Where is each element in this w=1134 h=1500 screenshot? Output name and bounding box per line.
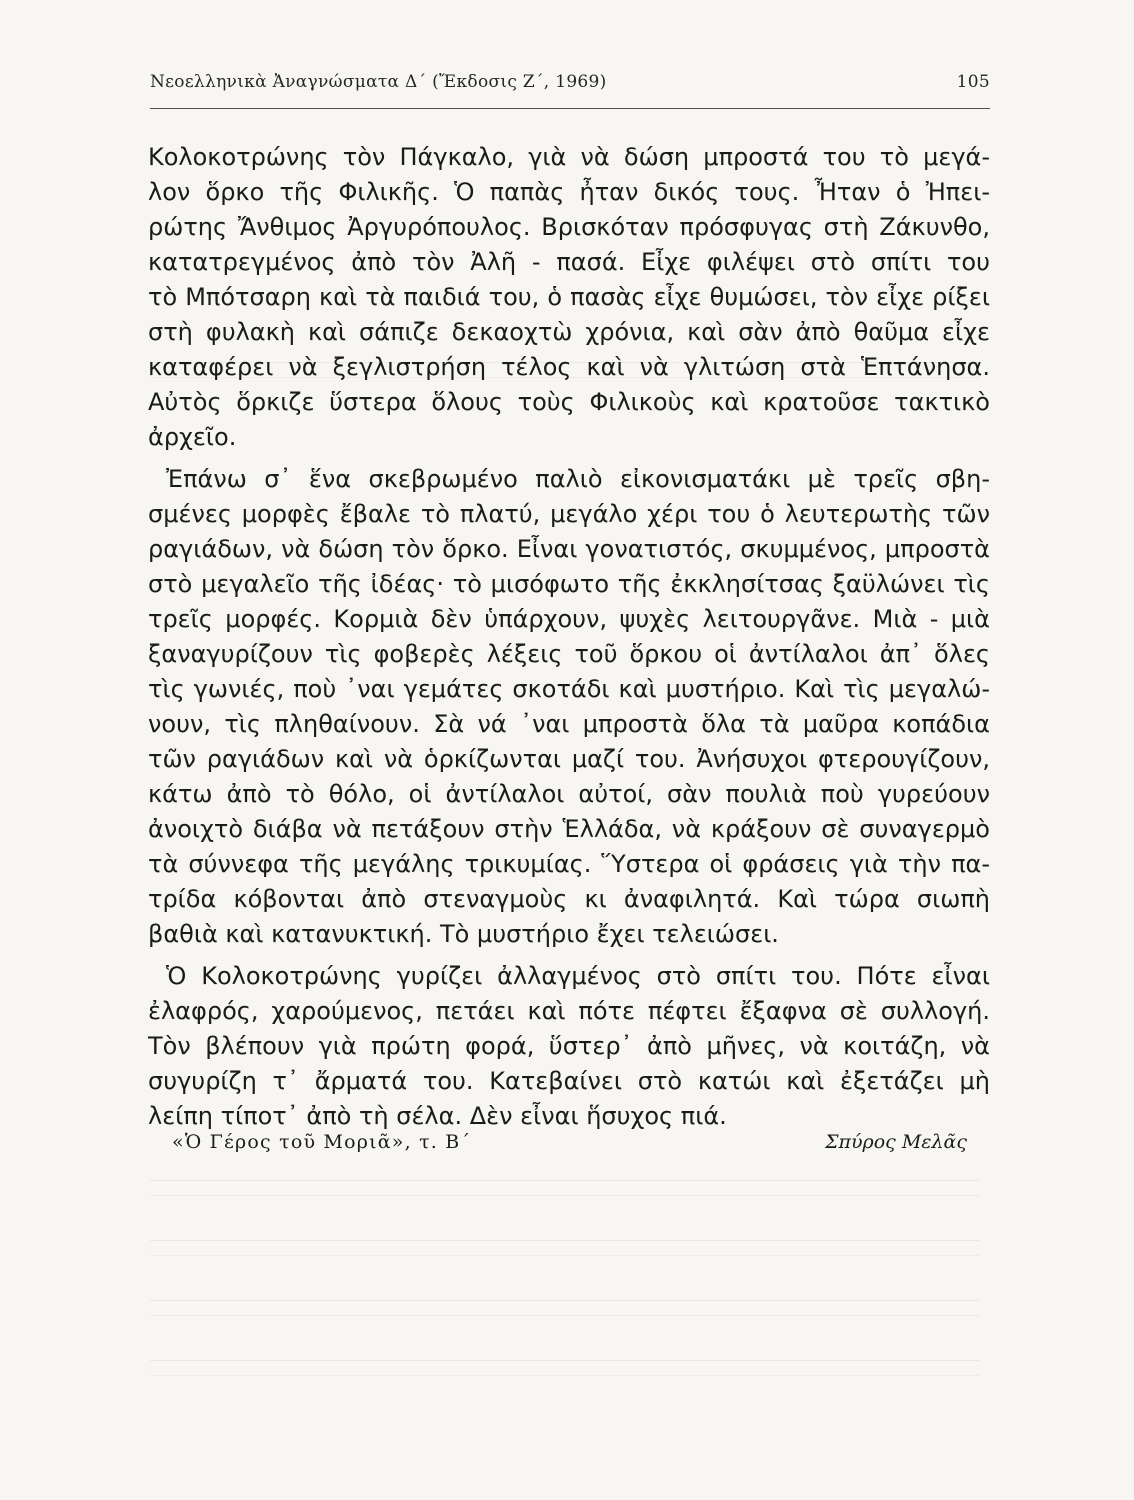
- text-line: κάτω ἀπὸ τὸ θόλο, οἱ ἀντίλαλοι αὐτοί, σὰν πουλιὰ ποὺ γυρεύουν: [148, 780, 990, 808]
- text-line: λον ὅρκο τῆς Φιλικῆς. Ὁ παπὰς ἦταν δικός τους. Ἦταν ὁ Ἠπει-: [148, 178, 990, 206]
- text-line: Τὸν βλέπουν γιὰ πρώτη φορά, ὕστερ᾿ ἀπὸ μῆνες, νὰ κοιτάζη, νὰ: [148, 1032, 990, 1060]
- text-line: νουν, τὶς πληθαίνουν. Σὰ νά ᾿ναι μπροστὰ ὅλα τὰ μαῦρα κοπάδια: [148, 710, 990, 738]
- text-line: λείπη τίποτ᾿ ἀπὸ τὴ σέλα. Δὲν εἶναι ἥσυχος πιά.: [148, 1102, 727, 1130]
- bleed-through-line: [150, 1300, 980, 1316]
- source-citation: «Ὁ Γέρος τοῦ Μοριᾶ», τ. Β΄: [172, 1131, 472, 1153]
- text-line: τῶν ραγιάδων καὶ νὰ ὁρκίζωνται μαζί του. Ἀνήσυχοι φτερουγίζουν,: [148, 745, 990, 773]
- text-line: Ἐπάνω σ᾿ ἕνα σκεβρωμένο παλιὸ εἰκονισματάκι μὲ τρεῖς σβη-: [166, 465, 990, 493]
- text-line: ξαναγυρίζουν τὶς φοβερὲς λέξεις τοῦ ὅρκου οἱ ἀντίλαλοι ἀπ᾿ ὅλες: [148, 640, 990, 668]
- text-line: Κολοκοτρώνης τὸν Πάγκαλο, γιὰ νὰ δώση μπροστά του τὸ μεγά-: [148, 143, 990, 171]
- text-line: τρεῖς μορφές. Κορμιὰ δὲν ὑπάρχουν, ψυχὲς λειτουργᾶνε. Μιὰ - μιὰ: [148, 605, 990, 633]
- header-rule: [150, 108, 990, 109]
- bleed-through-line: [150, 1360, 980, 1376]
- paragraph-gap: [148, 455, 990, 462]
- text-line: στὴ φυλακὴ καὶ σάπιζε δεκαοχτὼ χρόνια, καὶ σὰν ἀπὸ θαῦμα εἶχε: [148, 318, 990, 346]
- paragraph-gap: [148, 952, 990, 959]
- body-text: [148, 140, 990, 1134]
- text-line: ραγιάδων, νὰ δώση τὸν ὅρκο. Εἶναι γονατιστός, σκυμμένος, μπροστὰ: [148, 535, 990, 563]
- text-line: σμένες μορφὲς ἔβαλε τὸ πλατύ, μεγάλο χέρι του ὁ λευτερωτὴς τῶν: [148, 500, 990, 528]
- bleed-through-line: [150, 1240, 980, 1256]
- running-header: [150, 72, 990, 104]
- text-line: Ὁ Κολοκοτρώνης γυρίζει ἀλλαγμένος στὸ σπίτι του. Πότε εἶναι: [166, 962, 990, 990]
- text-line: Αὐτὸς ὅρκιζε ὕστερα ὅλους τοὺς Φιλικοὺς καὶ κρατοῦσε τακτικὸ: [148, 388, 990, 416]
- page-number: 105: [956, 72, 990, 92]
- text-line: βαθιὰ καὶ κατανυκτική. Τὸ μυστήριο ἔχει τελειώσει.: [148, 920, 779, 948]
- book-title: Νεοελληνικὰ Ἀναγνώσματα Δ΄ (Ἔκδοσις Ζ΄, 1969): [150, 72, 607, 92]
- text-line: ρώτης Ἄνθιμος Ἀργυρόπουλος. Βρισκόταν πρόσφυγας στὴ Ζάκυνθο,: [148, 213, 990, 241]
- text-line: στὸ μεγαλεῖο τῆς ἰδέας· τὸ μισόφωτο τῆς ἐκκλησίτσας ξαϋλώνει τὶς: [148, 570, 990, 598]
- bleed-through-line: [150, 1180, 980, 1196]
- text-line: συγυρίζη τ᾿ ἄρματά του. Κατεβαίνει στὸ κατώι καὶ ἐξετάζει μὴ: [148, 1067, 990, 1095]
- author-name: Σπύρος Μελᾶς: [825, 1131, 967, 1153]
- text-line: ἀρχεῖο.: [148, 423, 237, 451]
- text-line: τὰ σύννεφα τῆς μεγάλης τρικυμίας. Ὕστερα οἱ φράσεις γιὰ τὴν πα-: [148, 850, 990, 878]
- text-line: ἀνοιχτὸ διάβα νὰ πετάξουν στὴν Ἑλλάδα, νὰ κράξουν σὲ συναγερμὸ: [148, 815, 990, 843]
- text-line: τὶς γωνιές, ποὺ ᾿ναι γεμάτες σκοτάδι καὶ μυστήριο. Καὶ τὶς μεγαλώ-: [148, 675, 990, 703]
- text-line: καταφέρει νὰ ξεγλιστρήση τέλος καὶ νὰ γλιτώση στὰ Ἑπτάνησα.: [148, 353, 990, 381]
- text-line: ἐλαφρός, χαρούμενος, πετάει καὶ πότε πέφτει ἔξαφνα σὲ συλλογή.: [148, 997, 990, 1025]
- text-line: κατατρεγμένος ἀπὸ τὸν Ἀλῆ - πασά. Εἶχε φιλέψει στὸ σπίτι του: [148, 248, 990, 276]
- source-attribution: [172, 1127, 967, 1157]
- text-line: τὸ Μπότσαρη καὶ τὰ παιδιά του, ὁ πασὰς εἶχε θυμώσει, τὸν εἶχε ρίξει: [148, 283, 990, 311]
- text-line: τρίδα κόβονται ἀπὸ στεναγμοὺς κι ἀναφιλητά. Καὶ τώρα σιωπὴ: [148, 885, 990, 913]
